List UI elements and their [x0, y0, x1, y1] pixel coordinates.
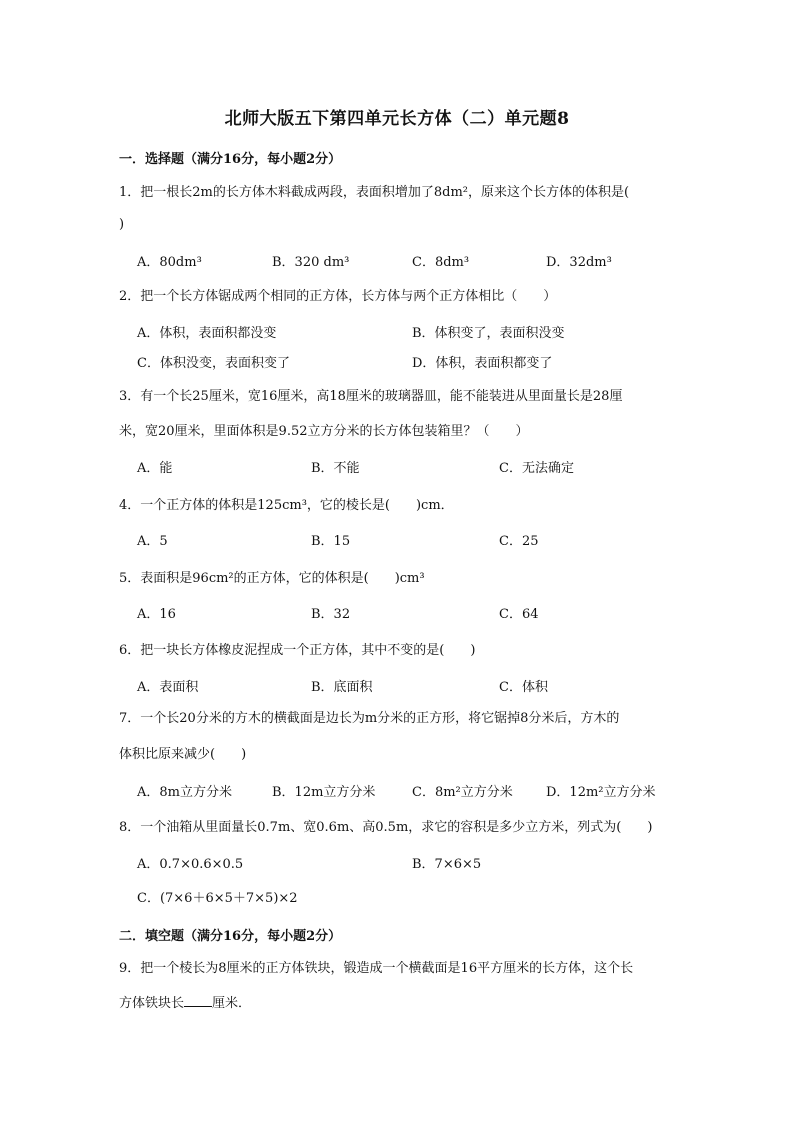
question-5-text: 5．表面积是96cm²的正方体，它的体积是( )cm³ — [119, 571, 425, 586]
section-heading-choice: 一．选择题（满分16分，每小题2分） — [119, 152, 342, 167]
q2-option-b: B．体积变了，表面积没变 — [412, 326, 565, 341]
q8-option-b: B．7×6×5 — [412, 857, 482, 872]
q4-option-b: B．15 — [311, 534, 351, 549]
q2-option-c: C．体积没变，表面积变了 — [137, 356, 290, 371]
q7-option-a: A．8m立方分米 — [137, 785, 232, 800]
question-3-text: 3．有一个长25厘米，宽16厘米，高18厘米的玻璃器皿，能不能装进从里面量长是28厘 — [119, 389, 623, 404]
q4-option-a: A．5 — [137, 534, 168, 549]
question-3-text-cont: 米，宽20厘米，里面体积是9.52立方分米的长方体包装箱里？（ ） — [119, 424, 529, 439]
question-7-text-cont: 体积比原来减少( ) — [119, 747, 247, 762]
q1-option-b: B．320 dm³ — [272, 255, 350, 270]
q6-option-b: B．底面积 — [311, 680, 373, 695]
q4-option-c: C．25 — [499, 534, 539, 549]
question-4-text: 4．一个正方体的体积是125cm³，它的棱长是( )cm． — [119, 498, 454, 513]
question-7-text: 7．一个长20分米的方木的横截面是边长为m分米的正方形，将它锯掉8分米后，方木的 — [119, 711, 620, 726]
q5-option-a: A．16 — [137, 607, 176, 622]
q6-option-a: A．表面积 — [137, 680, 199, 695]
q7-option-d: D．12m²立方分米 — [546, 785, 656, 800]
q3-option-b: B．不能 — [311, 461, 360, 476]
question-9-text: 9．把一个棱长为8厘米的正方体铁块，锻造成一个横截面是16平方厘米的长方体，这个长 — [119, 961, 634, 976]
q1-option-c: C．8dm³ — [412, 255, 470, 270]
question-2-text: 2．把一个长方体锯成两个相同的正方体，长方体与两个正方体相比（ ） — [119, 289, 557, 304]
q5-option-c: C．64 — [499, 607, 539, 622]
answer-blank[interactable] — [184, 994, 212, 1007]
question-1-text: 1．把一根长2m的长方体木料截成两段，表面积增加了8dm²，原来这个长方体的体积是( — [119, 185, 630, 200]
q3-option-c: C．无法确定 — [499, 461, 574, 476]
q9-text-after-blank: 厘米． — [212, 996, 252, 1011]
q7-option-c: C．8m²立方分米 — [412, 785, 513, 800]
q9-text-before-blank: 方体铁块长 — [119, 996, 185, 1011]
q6-option-c: C．体积 — [499, 680, 548, 695]
q7-option-b: B．12m立方分米 — [272, 785, 376, 800]
q3-option-a: A．能 — [137, 461, 173, 476]
q2-option-d: D．体积，表面积都变了 — [412, 356, 553, 371]
question-6-text: 6．把一块长方体橡皮泥捏成一个正方体，其中不变的是( ) — [119, 643, 476, 658]
page-title: 北师大版五下第四单元长方体（二）单元题8 — [224, 109, 570, 129]
question-1-text-cont: ) — [119, 217, 125, 232]
question-9-text-cont — [119, 992, 251, 1011]
q8-option-a: A．0.7×0.6×0.5 — [137, 857, 244, 872]
q2-option-a: A．体积，表面积都没变 — [137, 326, 277, 341]
section-heading-fill: 二．填空题（满分16分，每小题2分） — [119, 929, 342, 944]
q1-option-d: D．32dm³ — [546, 255, 612, 270]
q1-option-a: A．80dm³ — [137, 255, 202, 270]
q8-option-c: C．(7×6＋6×5＋7×5)×2 — [137, 891, 298, 906]
question-8-text: 8．一个油箱从里面量长0.7m、宽0.6m、高0.5m，求它的容积是多少立方米，列式为( ) — [119, 820, 653, 835]
q5-option-b: B．32 — [311, 607, 351, 622]
